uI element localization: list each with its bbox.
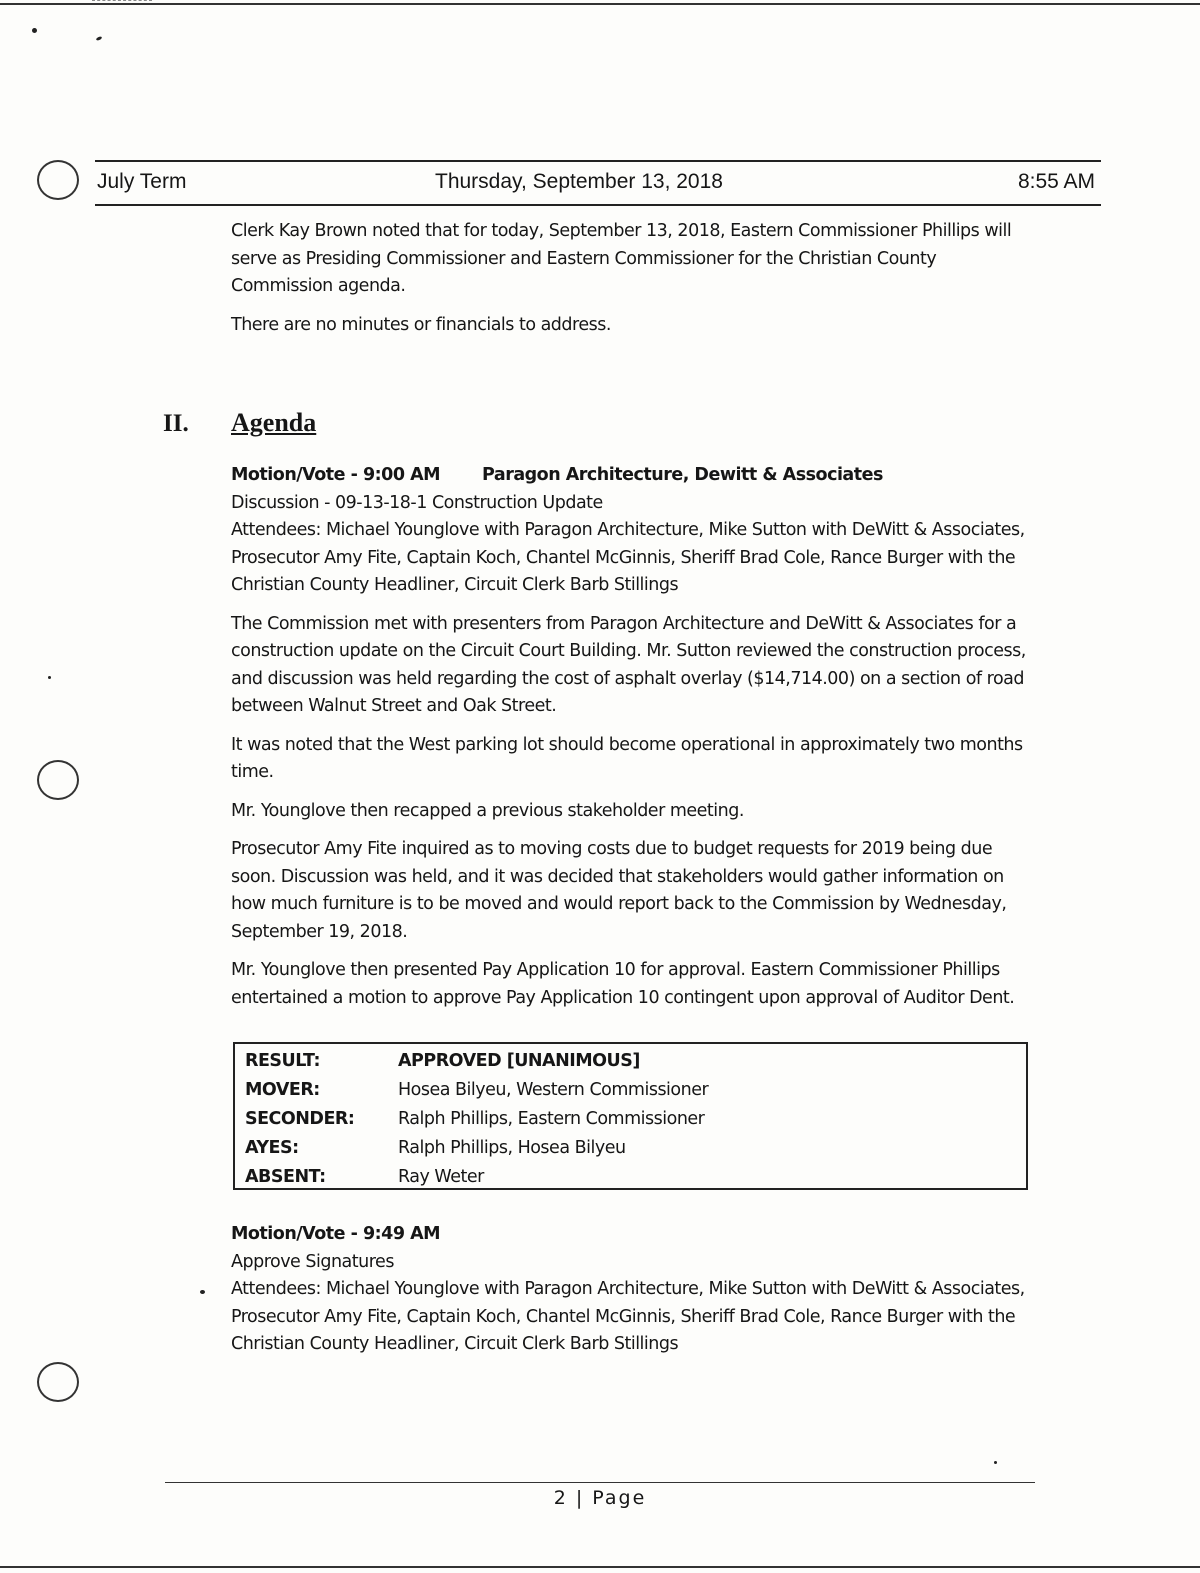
scan-bottom-edge [0, 1566, 1200, 1568]
punch-hole [37, 160, 79, 200]
intro-paragraph: There are no minutes or financials to address. [231, 314, 611, 335]
vote-label: RESULT: [245, 1051, 320, 1071]
scan-speck [200, 1290, 205, 1294]
minutes-paragraph: Mr. Younglove then presented Pay Application 10 for approval. Eastern Commissioner Phillips entertained a motion to approve Pay Application 10 contingent upon approval of Auditor Dent. [231, 960, 1015, 1008]
section-number: II. [163, 410, 189, 437]
scan-top-edge [0, 3, 1200, 5]
scan-top-fragment [92, 0, 152, 1]
scan-speck [994, 1461, 997, 1464]
motion-subject: Approve Signatures [231, 1251, 394, 1272]
agenda-item-1 [231, 462, 1041, 1012]
minutes-paragraph: Prosecutor Amy Fite inquired as to moving costs due to budget requests for 2019 being due soon. Discussion was held, and it was decided that stakeholders would gather information on how much furniture is to be moved and would report back to the Commission by Wednesday, September 19, 2018. [231, 839, 1007, 942]
vote-label: ABSENT: [245, 1167, 326, 1187]
agenda-item-2 [231, 1221, 1041, 1359]
vote-value: Hosea Bilyeu, Western Commissioner [398, 1080, 709, 1100]
header-time: 8:55 AM [1017, 170, 1095, 193]
minutes-paragraph: It was noted that the West parking lot should become operational in approximately two months time. [231, 734, 1023, 782]
intro-paragraph: Clerk Kay Brown noted that for today, September 13, 2018, Eastern Commissioner Phillips will serve as Presiding Commissioner and Eastern Commissioner for the Christian County Commission agenda. [231, 221, 1012, 296]
vote-value: Ralph Phillips, Hosea Bilyeu [398, 1138, 626, 1158]
header-term: July Term [97, 170, 187, 193]
punch-hole [37, 760, 79, 800]
vote-label: AYES: [245, 1138, 299, 1158]
page-header [97, 170, 1097, 200]
header-top-rule [95, 160, 1101, 162]
motion-label: Motion/Vote - 9:00 AM [231, 465, 441, 485]
intro-block [231, 218, 1041, 339]
vote-value: Ray Weter [398, 1167, 484, 1187]
scan-speck [32, 28, 37, 33]
header-bottom-rule [95, 204, 1101, 206]
attendees-text: Attendees: Michael Younglove with Paragon Architecture, Mike Sutton with DeWitt & Associates, Prosecutor Amy Fite, Captain Koch, Chantel McGinnis, Sheriff Brad Cole, Rance Burger with the Christian County Headliner, Circuit Clerk Barb Stillings [231, 520, 1025, 595]
page-number: 2 | Page [553, 1487, 647, 1509]
header-date: Thursday, September 13, 2018 [435, 170, 723, 193]
vote-result-table [233, 1042, 1028, 1190]
minutes-paragraph: The Commission met with presenters from Paragon Architecture and DeWitt & Associates for a construction update on the Circuit Court Building. Mr. Sutton reviewed the construction process, and discussion was held regarding the cost of asphalt overlay ($14,714.00) on a section of road between Walnut Street and Oak Street. [231, 613, 1026, 716]
vote-label: SECONDER: [245, 1109, 355, 1129]
punch-hole [37, 1362, 79, 1402]
vote-label: MOVER: [245, 1080, 320, 1100]
section-title: Agenda [231, 408, 317, 437]
motion-presenter: Paragon Architecture, Dewitt & Associates [482, 465, 883, 485]
scan-speck [96, 36, 103, 41]
vote-value: APPROVED [UNANIMOUS] [398, 1051, 640, 1071]
scan-speck [48, 676, 51, 679]
minutes-paragraph: Mr. Younglove then recapped a previous stakeholder meeting. [231, 800, 744, 821]
attendees-text: Attendees: Michael Younglove with Paragon Architecture, Mike Sutton with DeWitt & Associates, Prosecutor Amy Fite, Captain Koch, Chantel McGinnis, Sheriff Brad Cole, Rance Burger with the Christian County Headliner, Circuit Clerk Barb Stillings [231, 1279, 1025, 1354]
vote-value: Ralph Phillips, Eastern Commissioner [398, 1109, 705, 1129]
footer-rule [165, 1482, 1035, 1483]
motion-label: Motion/Vote - 9:49 AM [231, 1224, 441, 1244]
discussion-line: Discussion - 09-13-18-1 Construction Update [231, 492, 603, 513]
